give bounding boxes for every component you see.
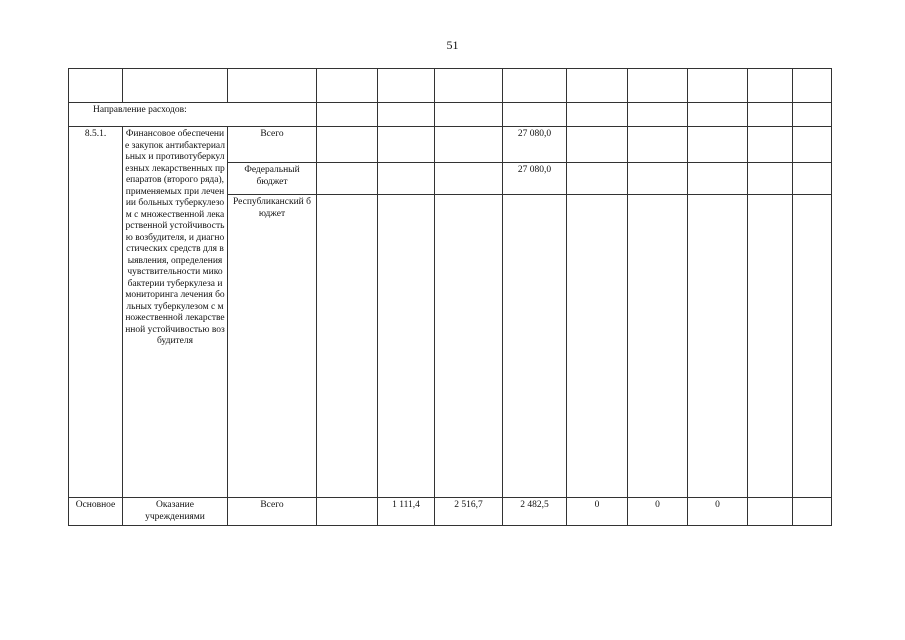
table-row-main — [69, 498, 832, 526]
value-cell — [628, 163, 688, 195]
value-cell — [435, 195, 503, 498]
budget-table — [68, 68, 832, 526]
table-row-empty — [69, 69, 832, 103]
row-description: Оказание учреждениями — [123, 498, 228, 526]
value-cell: 0 — [688, 498, 748, 526]
value-cell — [567, 195, 628, 498]
value-cell — [748, 498, 793, 526]
table-row-section — [69, 103, 832, 127]
value-cell: 27 080,0 — [503, 163, 567, 195]
value-cell — [435, 127, 503, 163]
value-cell — [378, 127, 435, 163]
value-cell — [688, 127, 748, 163]
source-label: Всего — [228, 498, 317, 526]
value-cell — [317, 127, 378, 163]
value-cell — [793, 195, 832, 498]
value-cell — [628, 195, 688, 498]
row-description: Финансовое обеспечение закупок антибактериальных и противотуберкулезных лекарственных препаратов (второго ряда), применяемых при лечении больных туберкулезом с множественной лекарственной устойчивостью возбудителя, и диагностических средств для выявления, определения чувствительности микобактерии туберкулеза и мониторинга лечения больных туберкулезом с множественной лекарственной устойчивостью возбудителя — [123, 127, 228, 498]
table-row-851-total — [69, 127, 832, 163]
value-cell: 0 — [567, 498, 628, 526]
source-label: Всего — [228, 127, 317, 163]
page-number: 51 — [446, 38, 459, 52]
value-cell: 27 080,0 — [503, 127, 567, 163]
value-cell — [688, 163, 748, 195]
value-cell — [317, 163, 378, 195]
value-cell — [317, 195, 378, 498]
source-label: Федеральный бюджет — [228, 163, 317, 195]
value-cell — [503, 195, 567, 498]
value-cell — [378, 195, 435, 498]
section-label: Направление расходов: — [69, 103, 317, 127]
value-cell — [567, 127, 628, 163]
value-cell — [748, 195, 793, 498]
value-cell — [748, 163, 793, 195]
value-cell — [793, 127, 832, 163]
value-cell: 1 111,4 — [378, 498, 435, 526]
value-cell — [567, 163, 628, 195]
value-cell — [748, 127, 793, 163]
value-cell: 2 482,5 — [503, 498, 567, 526]
value-cell — [628, 127, 688, 163]
row-code: 8.5.1. — [69, 127, 123, 498]
value-cell: 2 516,7 — [435, 498, 503, 526]
value-cell — [378, 163, 435, 195]
value-cell — [435, 163, 503, 195]
value-cell — [793, 498, 832, 526]
source-label: Республиканский бюджет — [228, 195, 317, 498]
value-cell — [793, 163, 832, 195]
row-code: Основное — [69, 498, 123, 526]
value-cell: 0 — [628, 498, 688, 526]
value-cell — [688, 195, 748, 498]
value-cell — [317, 498, 378, 526]
